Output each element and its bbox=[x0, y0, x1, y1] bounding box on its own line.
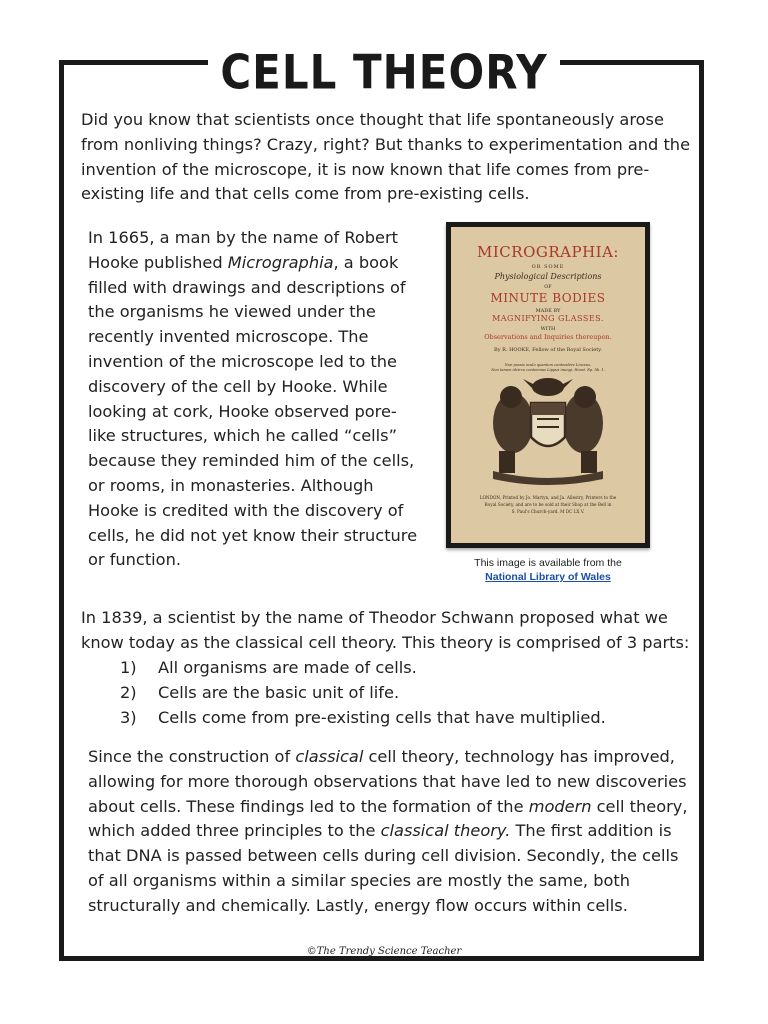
image-line-12: Non tamen idcirco contemnas Lippus inungi. Horat. Ep. lib. 1. bbox=[491, 368, 605, 372]
modern-text-1: Since the construction of bbox=[88, 747, 296, 766]
intro-paragraph: Did you know that scientists once thought that life spontaneously arose from nonliving things? Crazy, right? But thanks to experimentation and the invention of the microscope, it is now known that life comes from pre-existing life and that cells come from pre-existing cells. bbox=[81, 110, 691, 204]
modern-text-2: cell theory, technology has improved, allowing for more thorough observations that have led to new discoveries about cells. These findings led to the formation of the bbox=[88, 747, 687, 816]
national-library-link[interactable]: National Library of Wales bbox=[485, 571, 611, 583]
image-line-4: OF bbox=[544, 284, 552, 290]
image-line-6: MADE BY bbox=[535, 308, 561, 314]
modern-theory-paragraph bbox=[88, 745, 688, 919]
royal-society-emblem-icon bbox=[483, 375, 613, 485]
hooke-text-1: In 1665, a man by the name of Robert Hooke published bbox=[88, 228, 398, 272]
title-banner bbox=[208, 44, 560, 108]
image-line-11: Non possis oculo quantum contendere Linceus, bbox=[504, 363, 592, 367]
cell-theory-parts-list bbox=[120, 656, 606, 730]
caption-text: This image is available from the bbox=[474, 557, 622, 569]
list-number: 3) bbox=[120, 707, 137, 727]
page-title: CELL THEORY bbox=[220, 45, 548, 100]
micrographia-title: Micrographia bbox=[227, 252, 334, 272]
schwann-line-1: In 1839, a scientist by the name of Theodor Schwann proposed what we bbox=[81, 608, 668, 627]
image-imprint-1: LONDON, Printed by Jo. Martyn, and Ja. Allestry, Printers to the bbox=[479, 495, 617, 500]
list-text: Cells are the basic unit of life. bbox=[158, 682, 400, 702]
image-line-8: WITH bbox=[540, 326, 556, 332]
schwann-paragraph bbox=[81, 606, 693, 656]
modern-italic: modern bbox=[528, 796, 592, 816]
modern-text-4: The first addition is that DNA is passed between cells during cell division. Secondly, the cells of all organisms within a similar species are mostly the same, both structurally and chemically. Lastly, energy flow occurs within cells. bbox=[88, 821, 679, 915]
hooke-paragraph bbox=[88, 226, 418, 573]
list-number: 2) bbox=[120, 682, 137, 702]
modern-text-3: cell theory, which added three principles to the bbox=[88, 796, 688, 841]
copyright-credit: ©The Trendy Science Teacher bbox=[306, 946, 462, 957]
image-title-line: MICROGRAPHIA: bbox=[477, 243, 619, 261]
image-line-7: MAGNIFYING GLASSES. bbox=[492, 314, 604, 323]
micrographia-title-page-image bbox=[446, 222, 650, 548]
image-imprint-2: Royal Society, and are to be sold at their Shop at the Bell in bbox=[484, 502, 612, 507]
list-text: All organisms are made of cells. bbox=[158, 658, 417, 677]
image-line-9: Observations and Inquiries thereupon. bbox=[484, 333, 612, 341]
list-item bbox=[120, 706, 606, 731]
image-line-3: Physiological Descriptions bbox=[494, 272, 602, 281]
image-caption bbox=[446, 556, 650, 584]
classical-italic: classical bbox=[295, 747, 364, 766]
image-line-5: MINUTE BODIES bbox=[490, 291, 606, 305]
hooke-text-2: , a book filled with drawings and descriptions of the organisms he viewed under the recently invented microscope. The invention of the microscope led to the discovery of the cell by Hooke. While looking at cork, Hooke observed pore-like structures, which he called “cells” because they reminded him of the cells, or rooms, in monasteries. Although Hooke is credited with the discovery of cells, he did not yet know their structure or function. bbox=[88, 252, 418, 570]
classical-theory-italic: classical theory. bbox=[380, 821, 511, 841]
image-line-2: OR SOME bbox=[531, 264, 565, 270]
list-number: 1) bbox=[120, 658, 137, 677]
title-page-paper bbox=[451, 227, 645, 543]
schwann-line-2: know today as the classical cell theory. This theory is comprised of 3 parts: bbox=[81, 632, 690, 652]
list-item bbox=[120, 656, 606, 681]
image-line-10: By R. HOOKE, Fellow of the Royal Society. bbox=[494, 347, 602, 353]
image-imprint-3: S. Paul's Church-yard. M DC LX V. bbox=[511, 509, 585, 514]
list-text: Cells come from pre-existing cells that have multiplied. bbox=[158, 707, 606, 727]
list-item bbox=[120, 681, 606, 706]
